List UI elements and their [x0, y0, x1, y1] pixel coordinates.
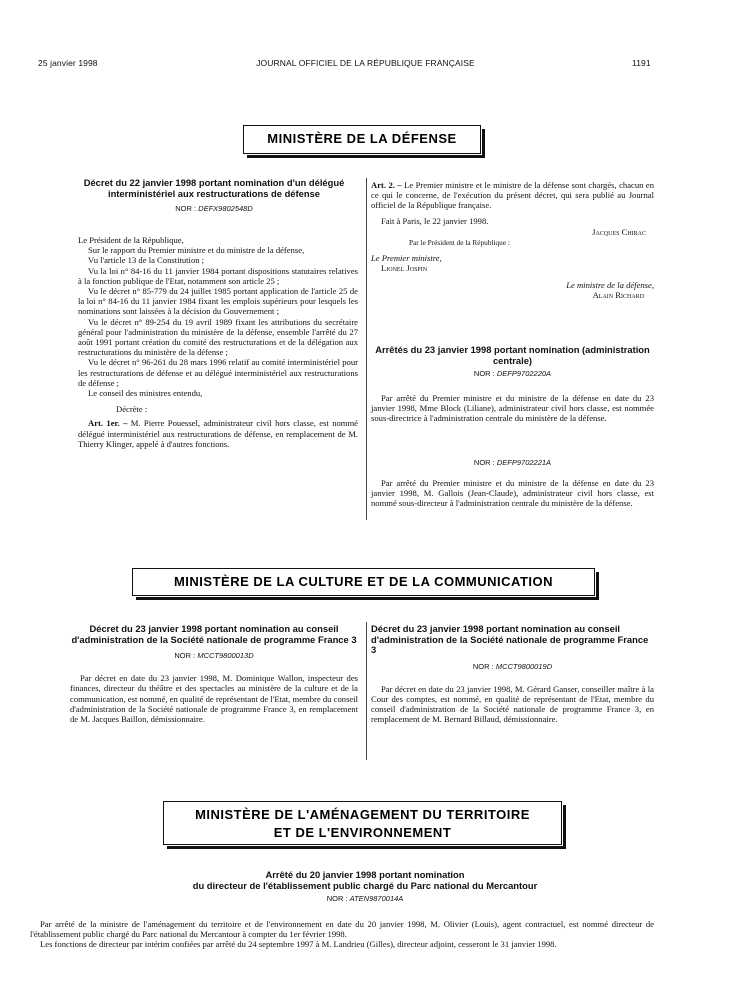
decret-defense-end	[371, 180, 654, 300]
decret-body	[78, 235, 358, 449]
fait-a-paris: Fait à Paris, le 22 janvier 1998.	[381, 215, 489, 226]
visa-paragraph: Sur le rapport du Premier ministre et du ministre de la défense,	[88, 245, 305, 256]
article-1: Art. 1er. – M. Pierre Pouessel, administrateur civil hors classe, est nommé délégué interministériel aux restructurations de défense, en remplacement de M. Thierry Klinger, appelé à d'autres fonctions.	[78, 418, 358, 449]
nor-reference: NOR : ATEN9870014A	[326, 894, 404, 904]
visa-paragraph: Le conseil des ministres entendu,	[88, 388, 203, 399]
nor-reference: NOR : MCCT9800013D	[174, 651, 254, 661]
nor-reference: NOR : DEFP9702220A	[473, 369, 552, 379]
arrete-block-nomination	[371, 393, 654, 424]
header-date: 25 janvier 1998	[38, 58, 98, 68]
ministre-defense-title: Le ministre de la défense,	[566, 279, 654, 290]
arrete-text: Par arrêté de la ministre de l'aménagement du territoire et de l'environnement en date du 20 janvier 1998, M. Olivier (Louis), agent contractuel, est nommé directeur de l'établissement public chargé du Parc national du Mercantour à compter du 1er février 1998.	[30, 919, 654, 940]
column-divider	[366, 178, 367, 520]
article-2: Art. 2. – Le Premier ministre et le ministre de la défense sont chargés, chacun en ce qui le concerne, de l'exécution du présent décret, qui sera publié au Journal officiel de la République française.	[371, 180, 654, 211]
nor-reference: NOR : MCCT9800019D	[472, 661, 553, 671]
decrete-label: Décrète :	[116, 404, 148, 415]
decret-title: Décret du 23 janvier 1998 portant nomination au conseil d'administration de la Société nationale de programme France 3	[71, 623, 357, 645]
decret-culture-right	[371, 624, 654, 725]
column-divider	[366, 622, 367, 760]
decret-text: Par décret en date du 23 janvier 1998, M. Dominique Wallon, inspecteur des finances, directeur du théâtre et des spectacles au ministère de la culture et de la communication, est nommé, en qualité de représentant de l'Etat, membre du conseil d'administration de la Société nationale de programme France 3, en remplacement de M. Jacques Baillon, démissionnaire.	[70, 673, 358, 724]
arrete-text: Par arrêté du Premier ministre et du ministre de la défense en date du 23 janvier 1998, M. Gallois (Jean-Claude), administrateur civil hors classe, est nommé sous-directeur à l'administration centrale du ministère de la défense.	[371, 478, 654, 509]
decret-culture-left	[70, 624, 358, 724]
arrete-text: Par arrêté du Premier ministre et du ministre de la défense en date du 23 janvier 1998, Mme Block (Liliane), administrateur civil hors classe, est nommée sous-directrice à l'administration centrale du ministère de la défense.	[371, 393, 654, 424]
nor-reference: NOR : DEFP9702221A	[473, 458, 552, 467]
signature-ministre-defense: Alain Richard	[592, 289, 644, 300]
nor-reference: NOR : DEFX9802548D	[175, 204, 253, 214]
visa-paragraph: Vu l'article 13 de la Constitution ;	[88, 255, 205, 266]
signature-premier-ministre: Lionel Jospin	[381, 263, 428, 274]
header-journal-title: JOURNAL OFFICIEL DE LA RÉPUBLIQUE FRANÇAISE	[256, 58, 475, 68]
ministry-heading-defense: MINISTÈRE DE LA DÉFENSE	[243, 125, 481, 154]
premier-ministre-title: Le Premier ministre,	[371, 253, 442, 264]
arrete-amenagement	[60, 870, 670, 903]
ministry-heading-culture: MINISTÈRE DE LA CULTURE ET DE LA COMMUNICATION	[132, 568, 595, 596]
arretes-defense	[371, 345, 654, 378]
visa-paragraph: Vu le décret n° 96-261 du 28 mars 1996 relatif au comité interministériel pour les restructurations de défense et au délégué interministériel aux restructurations de défense ;	[78, 357, 358, 388]
decret-text: Par décret en date du 23 janvier 1998, M. Gérard Ganser, conseiller maître à la Cour des comptes, est nommé, en qualité de représentant de l'Etat, membre du conseil d'administration de la Société nationale de programme France 3, en remplacement de M. Bernard Billaud, démissionnaire.	[371, 683, 654, 725]
arrete-title: Arrêté du 20 janvier 1998 portant nomination du directeur de l'établissement public chargé du Parc national du Mercantour	[192, 869, 538, 891]
decret-title: Décret du 22 janvier 1998 portant nomination d'un délégué interministériel aux restructurations de défense	[83, 177, 345, 199]
signature-president: Jacques Chirac	[592, 226, 646, 237]
arrete-gallois-nomination	[371, 478, 654, 509]
visa-paragraph: Vu le décret n° 85-779 du 24 juillet 1985 portant application de l'article 25 de la loi n° 84-16 du 11 janvier 1984 fixant les emplois supérieurs pour lesquels les nominations sont laissées à la décision du Gouvernement ;	[78, 286, 358, 317]
par-le-president: Par le Président de la République :	[409, 238, 510, 248]
header-page-number: 1191	[632, 58, 651, 68]
arrete-amenagement-body	[30, 919, 654, 950]
decret-title: Décret du 23 janvier 1998 portant nomination au conseil d'administration de la Société nationale de programme France 3	[371, 623, 649, 656]
visa-paragraph: Le Président de la République,	[78, 235, 184, 245]
decret-defense	[78, 178, 350, 213]
visa-paragraph: Vu le décret n° 89-254 du 19 avril 1989 fixant les attributions du secrétaire général pour l'administration du ministère de la défense, ensemble l'arrêté du 27 août 1991 portant création du comité des restructurations et de la délégation aux restructurations du ministère de la défense ;	[78, 316, 358, 358]
visa-paragraph: Vu la loi n° 84-16 du 11 janvier 1984 portant dispositions statutaires relatives à la fonction publique de l'Etat, notamment son article 25 ;	[78, 265, 358, 286]
ministry-heading-amenagement: MINISTÈRE DE L'AMÉNAGEMENT DU TERRITOIRE ET DE L'ENVIRONNEMENT	[163, 801, 562, 845]
arretes-title: Arrêtés du 23 janvier 1998 portant nomination (administration centrale)	[375, 344, 650, 366]
arrete-text: Les fonctions de directeur par intérim confiées par arrêté du 24 septembre 1997 à M. Landrieu (Gilles), directeur adjoint, cesseront le 31 janvier 1998.	[40, 939, 557, 950]
